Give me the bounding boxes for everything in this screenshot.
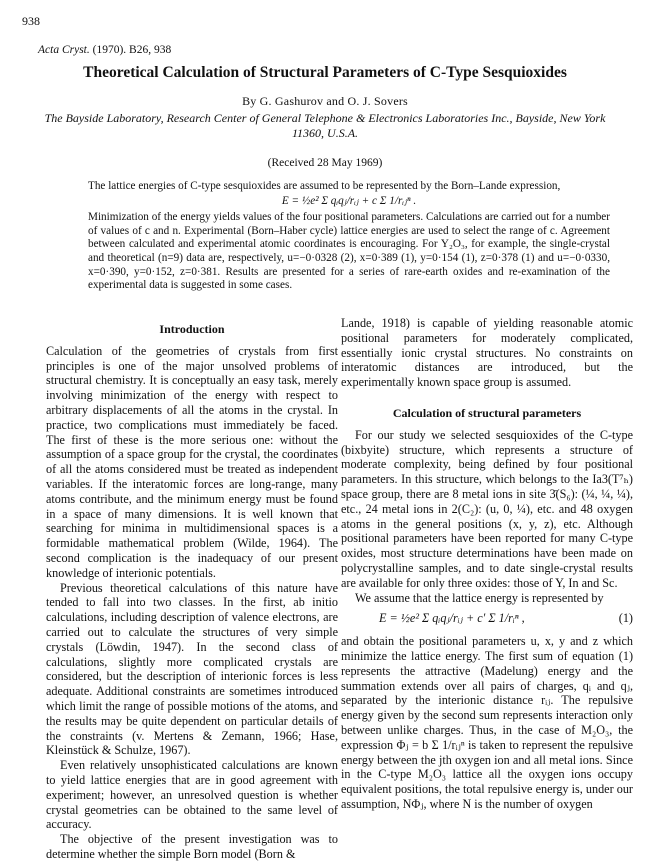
paragraph: and obtain the positional parameters u, x, y and z which minimize the lattice energy. The first sum of equation (1) represents the attractive (Madelung) energy and the summation extends over all pairs of charges, qᵢ and qⱼ, separated by the interionic distance rᵢⱼ. The repulsive energy given by the second sum represents interaction only between unlike charges. Thus, in the case of M₂O₃, the expression Φⱼ = b Σ 1/rᵢⱼⁿ is taken to represent the repulsive energy between the jth oxygen ion and all metal ions. Since in the C-type M₂O₃ lattice all the oxygen ions occupy equivalent positions, the total repulsive energy is, under our assumption, NΦⱼ, where N is the number of oxygen	[341, 634, 633, 811]
equation-body: E = ½e² Σ qᵢqⱼ/rᵢⱼ + c′ Σ 1/rᵢⁿ ,	[379, 611, 525, 626]
right-column	[341, 316, 633, 812]
paragraph: Previous theoretical calculations of this nature have tended to fall into two classes. In the first, ab initio calculations, including description of valence electrons, are carried out to calculate the structures of very simple crystals (Löwdin, 1947). In the second class of calculations, slightly more complicated crystals are considered, but the description of interionic forces is less adequate. Additional constraints are sometimes introduced which limit the range of possible motions of the atoms, and the results may be quite dependent on particular details of the constraints (v. Mertens & Zemann, 1966; Hase, Kleinstück & Schulze, 1967).	[46, 580, 338, 758]
paragraph: Lande, 1918) is capable of yielding reasonable atomic positional parameters for moderately complicated, essentially ionic crystal structures. No constraints on interatomic distances are introduced, but the experimentally known space group is assumed.	[341, 316, 633, 390]
equation-number: (1)	[618, 611, 633, 626]
paragraph: The objective of the present investigation was to determine whether the simple Born model (Born &	[46, 832, 338, 861]
journal-volume: B26, 938	[129, 44, 172, 56]
affiliation: The Bayside Laboratory, Research Center of General Telephone & Electronics Laboratories Inc., Bayside, New York 11360, U.S.A.	[44, 111, 606, 140]
abstract	[88, 180, 610, 293]
abstract-equation: E = ½e² Σ qᵢqⱼ/rᵢⱼ + c Σ 1/rᵢⱼⁿ .	[281, 194, 417, 207]
authors: By G. Gashurov and O. J. Sovers	[242, 94, 408, 108]
section-heading-calculation: Calculation of structural parameters	[392, 405, 582, 420]
paper-title: Theoretical Calculation of Structural Parameters of C-Type Sesquioxides	[83, 64, 567, 81]
paragraph: Calculation of the geometries of crystals from first principles is one of the major unsolved problems of structural chemistry. It is conceptually an easy task, merely involving minimization of the energy with respect to arbitrary displacements of all the atoms in the crystal. In practice, two complications must immediately be faced. The first of these is the more serious one: without the assumption of a space group for the crystal, the coordinates of all the atoms considered must be treated as independent variables. If the interatomic forces are long-range, many atoms contribute, and the minimum energy must be found in a space of many dimensions. It is well known that searching for minima in multidimensional spaces is a formidable mathematical problem (Wilde, 1964). The second complication is the inadequacy of our present knowledge of interionic potentials.	[46, 343, 338, 580]
received-date: (Received 28 May 1969)	[267, 157, 383, 169]
abstract-body: Minimization of the energy yields values of the four positional parameters. Calculations are carried out for a number of values of c and n. Experimental (Born–Haber cycle) lattice energies are used to select the range of c. Agreement between calculated and experimental atomic coordinates is encouraging. For Y₂O₃, for example, the single-crystal and theoretical (n=9) data are, respectively, u=−0·0328 (2), x=0·389 (1), y=0·154 (1), z=0·378 (1) and u=−0·0330, x=0·390, y=0·152, z=0·381. Results are presented for a series of rare-earth oxides and re-examination of the experimental data is suggested in some cases.	[88, 211, 610, 292]
paragraph: Even relatively unsophisticated calculations are known to yield lattice energies that are in good agreement with experiment; however, an unresolved question is whether crystal geometries can be obtained to the same level of accuracy.	[46, 758, 338, 832]
equation-1	[379, 611, 633, 626]
abstract-intro: The lattice energies of C-type sesquioxides are assumed to be represented by the Born–Lande expression,	[88, 180, 561, 192]
paragraph: For our study we selected sesquioxides of the C-type (bixbyite) structure, which represents a structure of moderate complexity, being defined by four positional parameters. In this structure, which belongs to the Ia3(T⁷ₕ) space group, there are 8 metal ions in site 3̄(S₆): (¼, ¼, ¼), etc., 24 metal ions in 2(C₂): (u, 0, ¼), etc. and 48 oxygen atoms in the general positions (x, y, z), etc. Although positional parameters have been reported for many C-type oxides, most structure determinations have been made on polycrystalline samples, and to date single-crystal results are available for only three oxides: those of Y, In and Sc.	[341, 427, 633, 590]
paragraph: We assume that the lattice energy is represented by	[355, 590, 604, 605]
journal-citation	[38, 44, 171, 56]
page-number: 938	[22, 14, 40, 28]
section-heading-introduction: Introduction	[159, 322, 225, 336]
journal-name: Acta Cryst.	[38, 44, 90, 56]
left-column	[46, 316, 338, 862]
journal-year: (1970).	[92, 44, 127, 56]
